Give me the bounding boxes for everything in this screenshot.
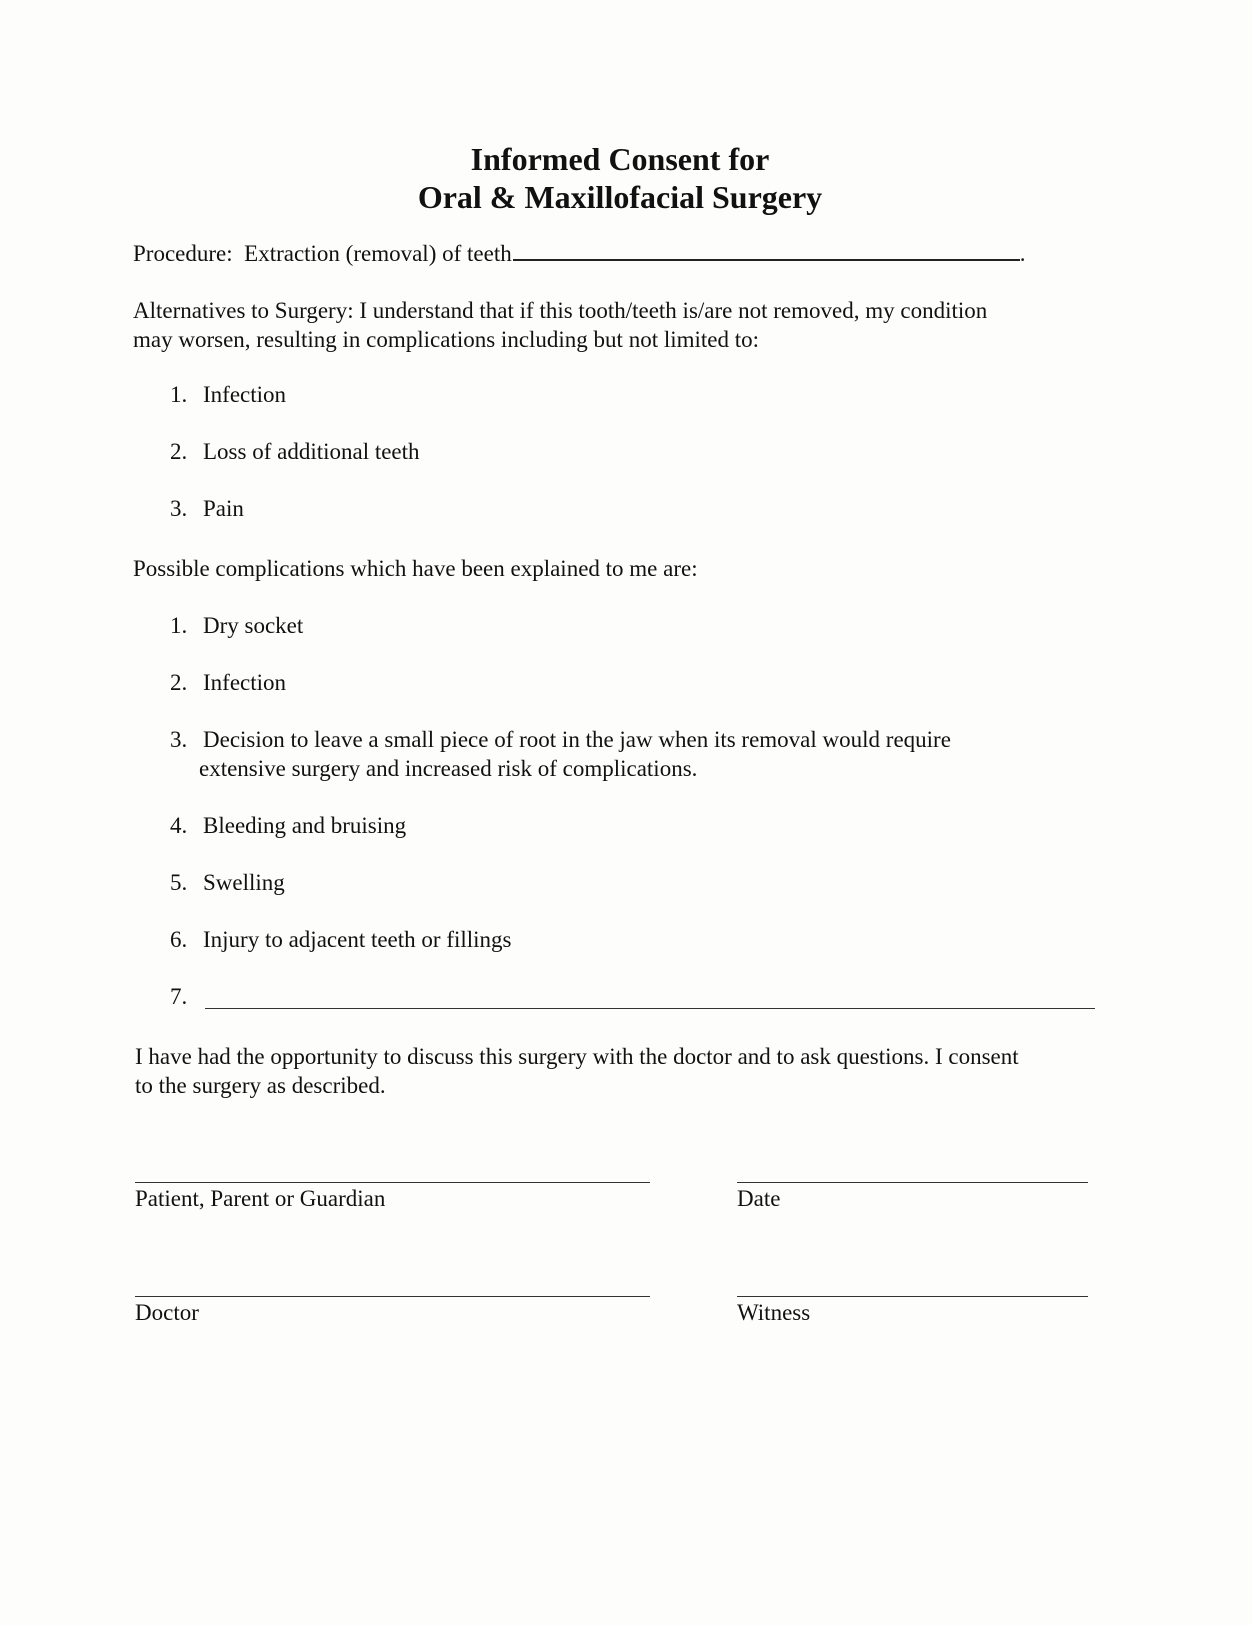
list-item-number: 3. <box>170 727 188 752</box>
procedure-line <box>133 240 1025 268</box>
patient-signature-field[interactable] <box>135 1182 650 1183</box>
alternatives-list-item <box>170 381 286 409</box>
doctor-signature-field[interactable] <box>135 1296 650 1297</box>
alternatives-list-item <box>170 438 420 466</box>
list-item-text: Bleeding and bruising <box>203 813 407 838</box>
date-field[interactable] <box>737 1182 1088 1183</box>
complications-list-item <box>170 612 303 640</box>
list-item-number: 4. <box>170 813 188 838</box>
form-title: Informed Consent for <box>470 141 770 177</box>
alternatives-text-line1: Alternatives to Surgery: I understand that if this tooth/teeth is/are not removed, my condition <box>133 298 988 323</box>
list-item-continuation: extensive surgery and increased risk of complications. <box>199 756 698 781</box>
procedure-label: Procedure: <box>133 241 233 266</box>
form-subtitle: Oral & Maxillofacial Surgery <box>417 179 823 215</box>
list-item-text: Infection <box>203 382 287 407</box>
witness-signature-label: Witness <box>737 1300 811 1325</box>
complications-list-item <box>170 726 951 781</box>
list-item-number: 5. <box>170 870 188 895</box>
list-item-number: 3. <box>170 496 188 521</box>
alternatives-text-line2: may worsen, resulting in complications including but not limited to: <box>133 327 760 352</box>
date-label: Date <box>737 1186 781 1211</box>
list-item-text: Infection <box>203 670 287 695</box>
list-item-number: 2. <box>170 670 188 695</box>
complications-intro: Possible complications which have been explained to me are: <box>133 556 698 581</box>
list-item-text: Loss of additional teeth <box>203 439 420 464</box>
list-item-number: 1. <box>170 613 188 638</box>
list-item-text: Injury to adjacent teeth or fillings <box>203 927 512 952</box>
complications-list-item <box>170 812 406 840</box>
procedure-teeth-field[interactable] <box>513 241 1020 261</box>
consent-text-line2: to the surgery as described. <box>135 1073 386 1098</box>
alternatives-list-item <box>170 495 244 523</box>
complications-list-item <box>170 869 285 897</box>
list-item-number: 7. <box>170 984 188 1009</box>
list-item-text: Dry socket <box>203 613 304 638</box>
list-item-number: 2. <box>170 439 188 464</box>
other-complication-field[interactable] <box>205 1008 1095 1009</box>
doctor-signature-label: Doctor <box>135 1300 199 1325</box>
procedure-period: . <box>1019 241 1026 266</box>
complications-list-item <box>170 669 286 697</box>
witness-signature-field[interactable] <box>737 1296 1088 1297</box>
list-item-number: 6. <box>170 927 188 952</box>
list-item-text: Swelling <box>203 870 285 895</box>
complications-list-item <box>170 983 203 1011</box>
list-item-number: 1. <box>170 382 188 407</box>
procedure-value: Extraction (removal) of teeth <box>244 241 512 266</box>
list-item-text: Decision to leave a small piece of root in the jaw when its removal would require <box>203 727 951 752</box>
consent-text-line1: I have had the opportunity to discuss this surgery with the doctor and to ask questions. I consent <box>135 1044 1019 1069</box>
list-item-text: Pain <box>203 496 244 521</box>
patient-signature-label: Patient, Parent or Guardian <box>135 1186 386 1211</box>
complications-list-item <box>170 926 512 954</box>
